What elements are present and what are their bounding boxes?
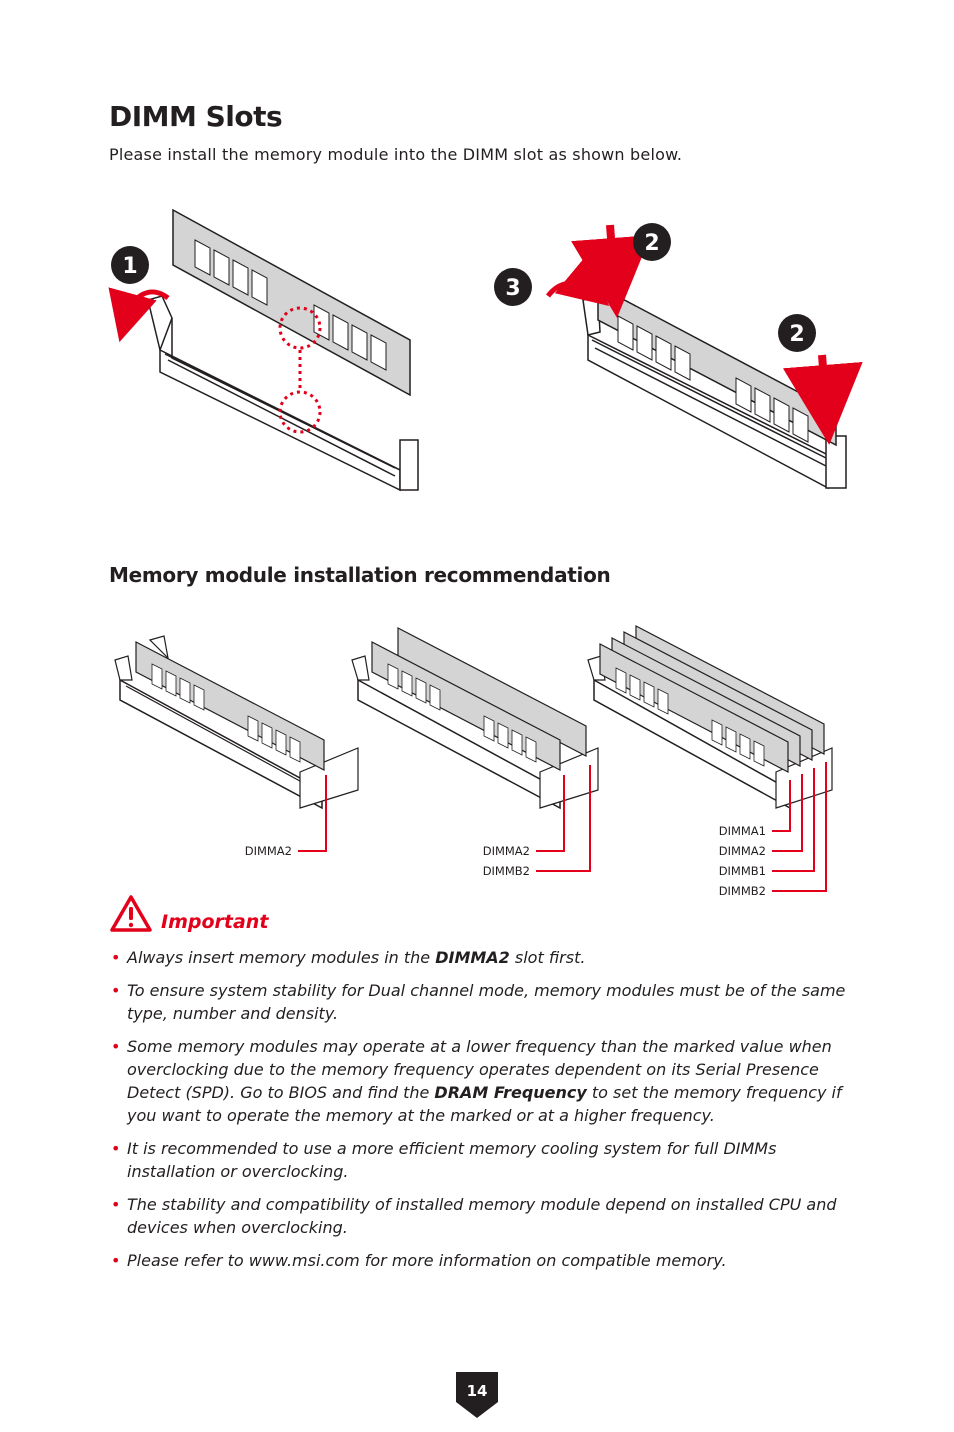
config-four-modules	[588, 626, 832, 898]
push-down-arrow-right	[822, 355, 826, 405]
label-config3-dimmb1: DIMMB1	[718, 864, 766, 878]
page-title: DIMM Slots	[109, 100, 283, 133]
svg-text:3: 3	[505, 276, 521, 301]
label-config3-dimma1: DIMMA1	[718, 824, 766, 838]
dimm-install-figure	[0, 195, 954, 525]
label-config2-dimma2: DIMMA2	[482, 844, 530, 858]
note-item: • Some memory modules may operate at a lower frequency than the marked value when overclocking due to the memory frequency operates dependent on its Serial Presence Detect (SPD). Go to BIOS and find the DRAM Frequency to set the memory frequency if you want to operate the memory at the marked or at a higher frequency.	[109, 1035, 849, 1127]
label-config3-dimmb2: DIMMB2	[718, 884, 766, 898]
svg-text:2: 2	[789, 322, 805, 347]
note-item: • To ensure system stability for Dual channel mode, memory modules must be of the same type, number and density.	[109, 979, 849, 1025]
section-subtitle: Memory module installation recommendation	[109, 563, 611, 587]
step-badge-2-bottom	[778, 314, 816, 352]
config-one-module	[115, 636, 358, 858]
config-two-modules	[352, 628, 598, 878]
note-item: • Please refer to www.msi.com for more information on compatible memory.	[109, 1249, 849, 1272]
svg-text:1: 1	[122, 254, 138, 279]
clip-close-arrow	[548, 283, 590, 296]
page-number: 14	[466, 1382, 488, 1400]
svg-text:2: 2	[644, 231, 660, 256]
installation-recommendation-figure	[0, 615, 954, 905]
important-heading: Important	[161, 911, 269, 933]
intro-text: Please install the memory module into the DIMM slot as shown below.	[109, 145, 683, 164]
push-down-arrow-left	[610, 225, 614, 278]
important-notes-list	[109, 946, 849, 1282]
label-config1-dimma2: DIMMA2	[244, 844, 292, 858]
label-config2-dimmb2: DIMMB2	[482, 864, 530, 878]
note-item: • Always insert memory modules in the DIMMA2 slot first.	[109, 946, 849, 969]
note-item: • The stability and compatibility of installed memory module depend on installed CPU and devices when overclocking.	[109, 1193, 849, 1239]
label-config3-dimma2: DIMMA2	[718, 844, 766, 858]
step-badge-3	[494, 268, 532, 306]
warning-icon	[109, 894, 153, 934]
note-item: • It is recommended to use a more efficient memory cooling system for full DIMMs installation or overclocking.	[109, 1137, 849, 1183]
step-badge-1	[111, 246, 149, 284]
step-badge-2-top	[633, 223, 671, 261]
memory-module-left	[173, 210, 410, 395]
